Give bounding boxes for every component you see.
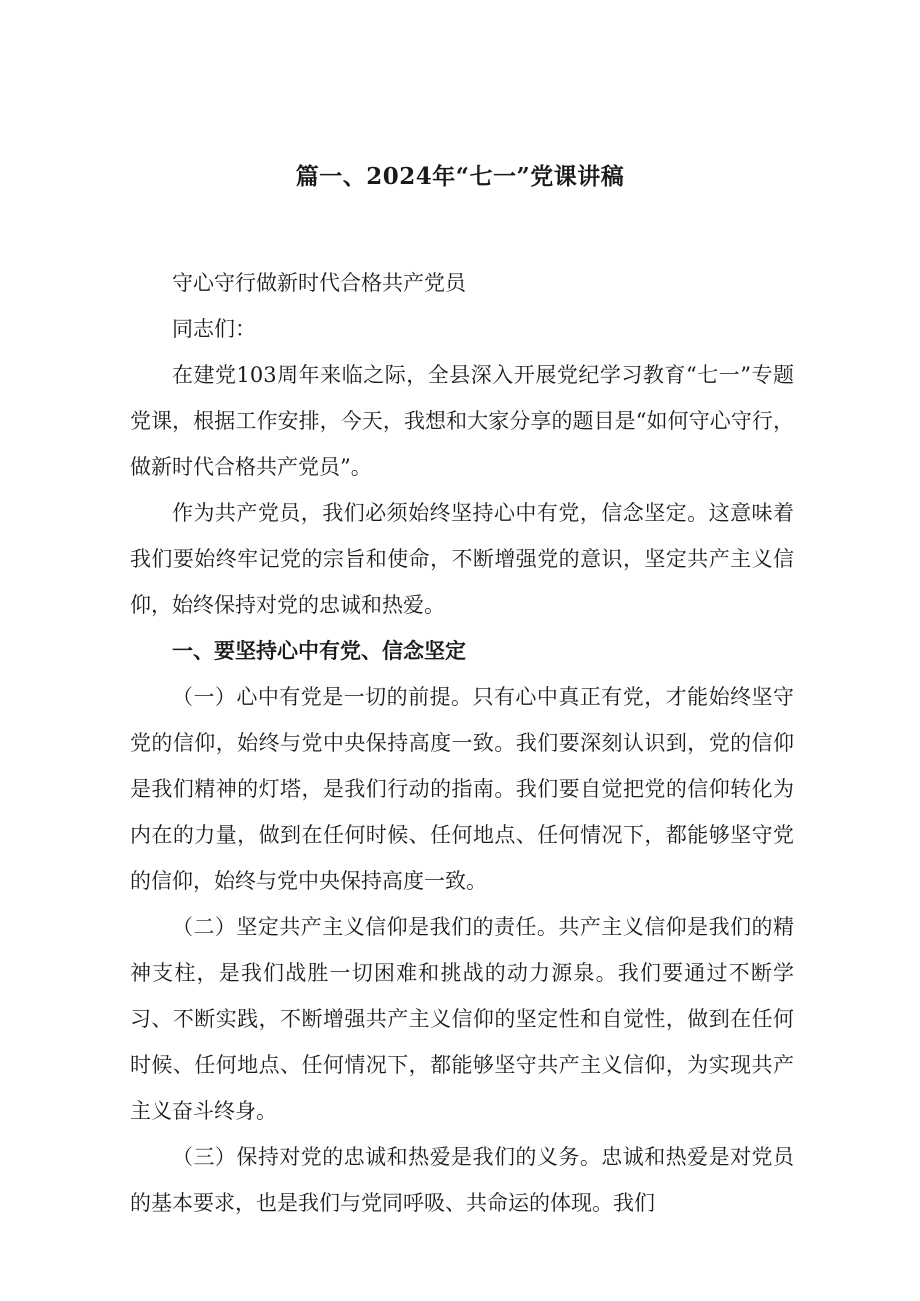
body-paragraph: （三）保持对党的忠诚和热爱是我们的义务。忠诚和热爱是对党员的基本要求，也是我们与党同呼吸、共命运的体现。我们 — [130, 1145, 794, 1215]
intro-paragraph: 在建党103周年来临之际，全县深入开展党纪学习教育“七一”专题党课，根据工作安排，今天，我想和大家分享的题目是“如何守心守行，做新时代合格共产党员”。 — [130, 363, 794, 479]
section-heading: 一、要坚持心中有党、信念坚定 — [172, 639, 466, 663]
salutation-paragraph: 同志们： — [172, 317, 256, 341]
subtitle-paragraph: 守心守行做新时代合格共产党员 — [172, 271, 466, 295]
body-paragraph: 作为共产党员，我们必须始终坚持心中有党，信念坚定。这意味着我们要始终牢记党的宗旨和使命，不断增强党的意识，坚定共产主义信仰，始终保持对党的忠诚和热爱。 — [130, 501, 794, 617]
document-title: 篇一、2024年“七一”党课讲稿 — [295, 163, 625, 190]
document-body — [130, 260, 794, 1226]
body-paragraph: （二）坚定共产主义信仰是我们的责任。共产主义信仰是我们的精神支柱，是我们战胜一切困难和挑战的动力源泉。我们要通过不断学习、不断实践，不断增强共产主义信仰的坚定性和自觉性，做到在任何时候、任何地点、任何情况下，都能够坚守共产主义信仰，为实现共产主义奋斗终身。 — [130, 915, 794, 1123]
body-paragraph: （一）心中有党是一切的前提。只有心中真正有党，才能始终坚守党的信仰，始终与党中央保持高度一致。我们要深刻认识到，党的信仰是我们精神的灯塔，是我们行动的指南。我们要自觉把党的信仰转化为内在的力量，做到在任何时候、任何地点、任何情况下，都能够坚守党的信仰，始终与党中央保持高度一致。 — [130, 685, 794, 893]
